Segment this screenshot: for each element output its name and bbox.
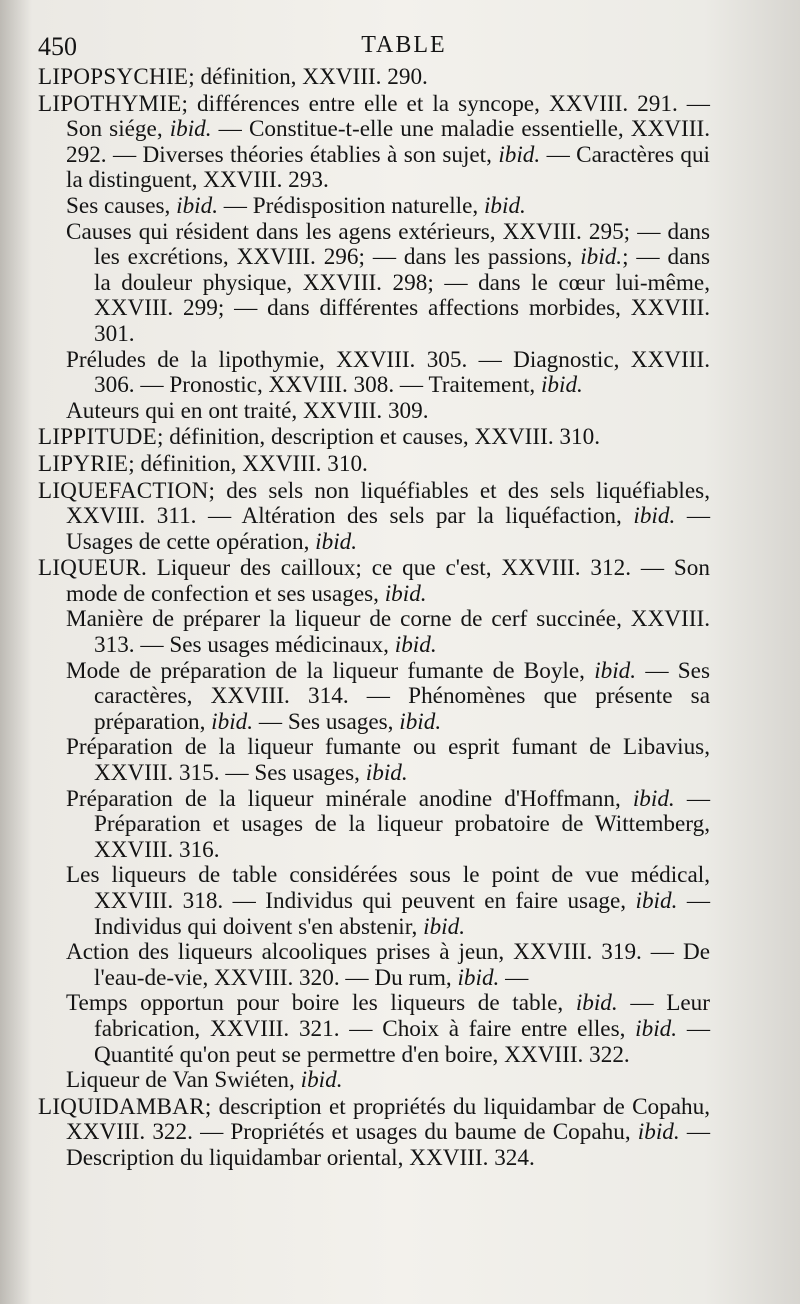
entry-text: Préludes de la lipothymie, XXVIII. 305. — Diagnostic, XXVIII. 306. — Pronostic, XXVIII. 308. — Traitement, ibid. [66,346,710,399]
index-subentry [38,991,710,1068]
entry-text: Mode de préparation de la liqueur fumante de Boyle, ibid. — Ses caractères, XXVIII. 314. — Phénomènes que présente sa préparation, ibid. — Ses usages, ibid. [66,657,710,735]
index-entry [38,451,710,478]
entry-text: Manière de préparer la liqueur de corne de cerf succinée, XXVIII. 313. — Ses usages médicinaux, ibid. [66,606,710,659]
entry-headword: LIPYRIE [38,450,129,476]
index-subentry [38,787,710,864]
entry-text: ; description et propriétés du liquidambar de Copahu, XXVIII. 322. — Propriétés et usages du baume de Copahu, ibid. — Description du liquidambar oriental, XXVIII. 324. [66,1093,711,1171]
entry-text: ; définition, XXVIII. 310. [128,450,368,477]
index-entry [38,555,710,607]
entry-text: Causes qui résident dans les agens extérieurs, XXVIII. 295; — dans les excrétions, XXVIII. 296; — dans les passions, ibid.; — dans la douleur physique, XXVIII. 298; — dans le cœur lui-même, XXVIII. 299; — dans différentes affections morbides, XXVIII. 301. [66,218,711,347]
entry-headword: LIQUEUR [38,555,142,581]
page-header [38,32,770,64]
index-subentry [38,940,710,991]
entry-text: Préparation de la liqueur minérale anodine d'Hoffmann, ibid. — Préparation et usages de la liqueur probatoire de Wittemberg, XXVIII. 316. [66,785,711,863]
index-entries [38,64,710,1172]
entry-text: Ses causes, ibid. — Prédisposition naturelle, ibid. [66,192,526,219]
entry-text: Temps opportun pour boire les liqueurs de table, ibid. — Leur fabrication, XXVIII. 321. — Choix à faire entre elles, ibid. — Quantité qu'on peut se permettre d'en boire, XXVIII. 322. [66,990,710,1068]
index-subentry [38,1068,710,1094]
entry-text: Action des liqueurs alcooliques prises à jeun, XXVIII. 319. — De l'eau-de-vie, XXVIII. 320. — Du rum, ibid. — [66,939,710,991]
entry-text: Les liqueurs de table considérées sous le point de vue médical, XXVIII. 318. — Individus qui peuvent en faire usage, ibid. — Individus qui doivent s'en abstenir, ibid. [66,862,711,940]
entry-text: Auteurs qui en ont traité, XXVIII. 309. [66,397,429,424]
index-subentry [38,220,710,348]
index-subentry [38,348,710,399]
running-title: TABLE [361,32,447,58]
index-subentry [38,607,710,658]
entry-text: ; définition, description et causes, XXVIII. 310. [156,424,601,451]
entry-headword: LIPOPSYCHIE [38,64,189,89]
index-subentry [38,863,710,940]
index-entry [38,64,710,91]
index-entry [38,424,710,451]
entry-headword: LIPPITUDE [38,424,157,450]
index-subentry [38,399,710,425]
entry-text: Préparation de la liqueur fumante ou esprit fumant de Libavius, XXVIII. 315. — Ses usages, ibid. [66,734,710,787]
page-number: 450 [38,32,77,61]
index-entry [38,1094,710,1172]
index-subentry [38,735,710,786]
entry-headword: LIQUIDAMBAR [38,1093,205,1119]
entry-text: . Liqueur des cailloux; ce que c'est, XXVIII. 312. — Son mode de confection et ses usages, ibid. [66,555,710,607]
entry-text: ; des sels non liquéfiables et des sels liquéfiables, XXVIII. 311. — Altération des sels par la liquéfaction, ibid. — Usages de cette opération, ibid. [66,477,711,555]
index-subentry [38,659,710,736]
entry-headword: LIPOTHYMIE [38,90,182,116]
entry-text: ; définition, XXVIII. 290. [188,64,428,90]
entry-text: Liqueur de Van Swiéten, ibid. [66,1067,343,1094]
index-entry [38,478,710,556]
entry-text: ; différences entre elle et la syncope, XXVIII. 291. — Son siége, ibid. — Constitue-t-elle une maladie essentielle, XXVIII. 292. — Diverses théories établies à son sujet, ibid. — Caractères qui la distinguent, XXVIII. 293. [66,90,710,194]
index-subentry [38,194,710,220]
index-entry [38,91,710,194]
entry-headword: LIQUEFACTION [38,477,209,503]
